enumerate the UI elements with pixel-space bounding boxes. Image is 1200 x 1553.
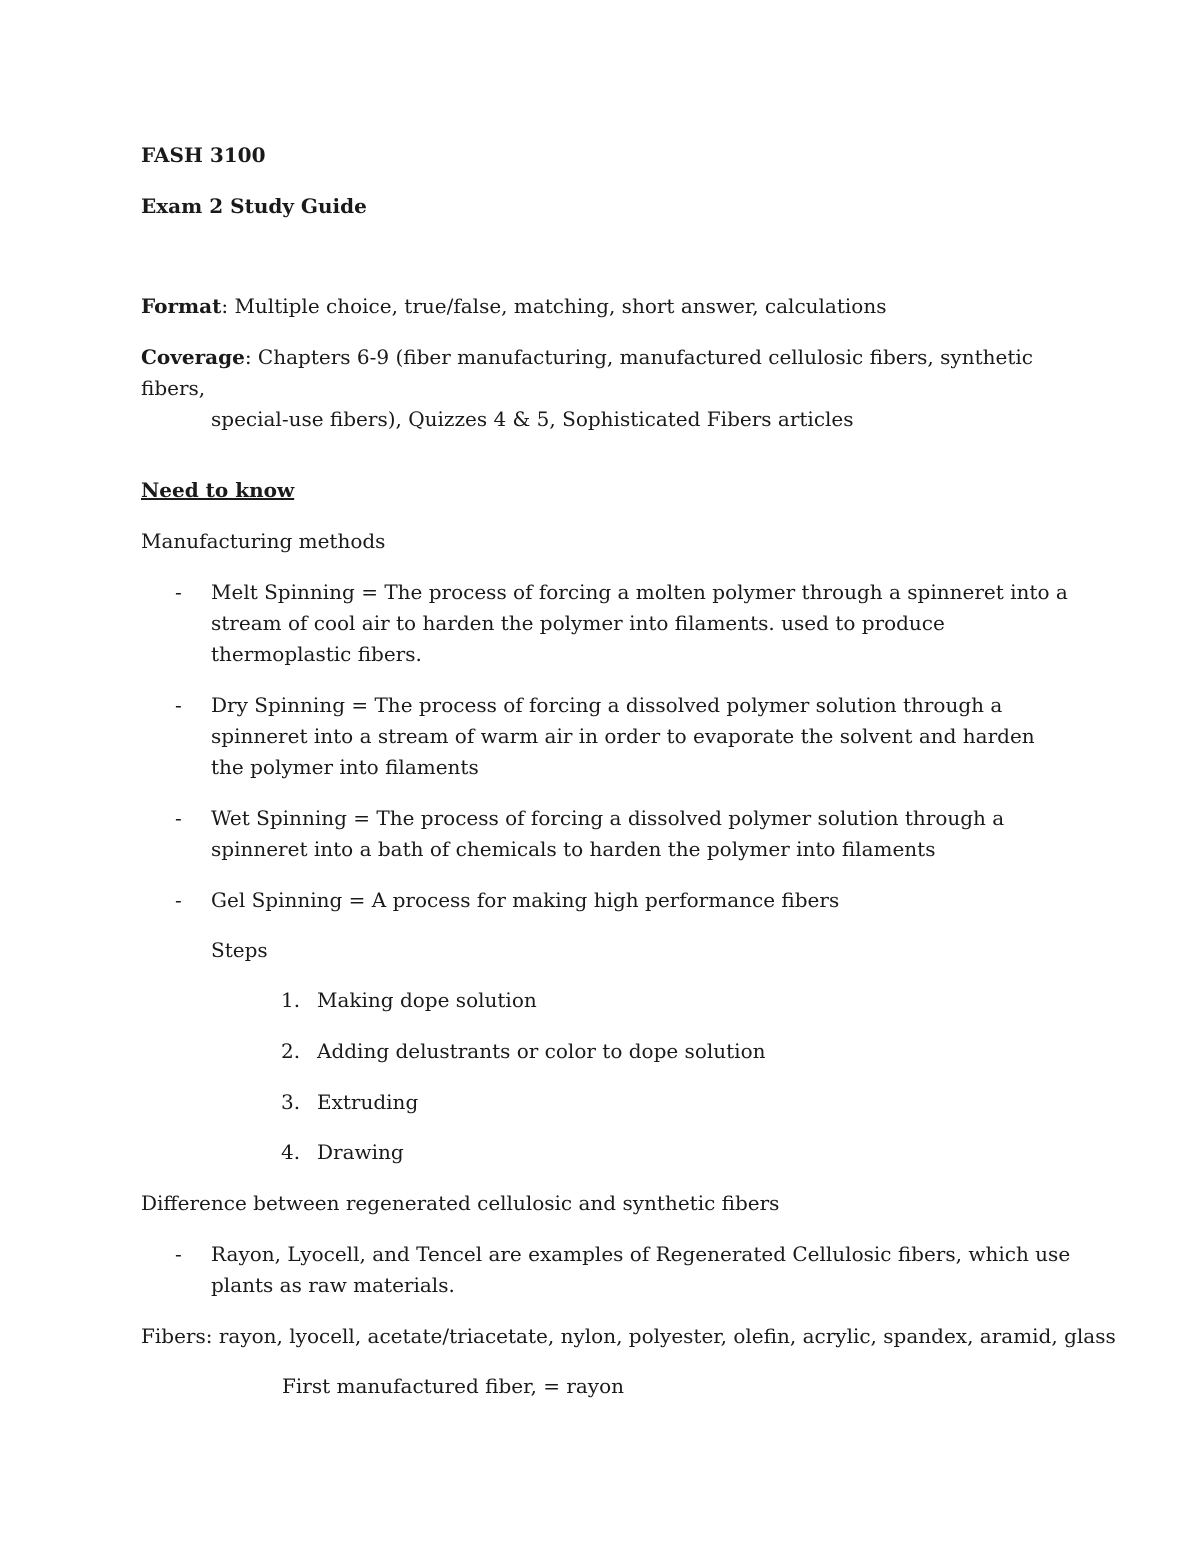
regenerated-cellulosic-item: Rayon, Lyocell, and Tencel are examples of Regenerated Cellulosic fibers, which use plants as raw materials.	[211, 1242, 1071, 1297]
step-number: 3.	[281, 1090, 301, 1114]
steps-label: Steps	[211, 938, 268, 962]
need-to-know-heading: Need to know	[141, 478, 295, 502]
manufacturing-methods-heading: Manufacturing methods	[141, 529, 386, 553]
step-text: Drawing	[317, 1140, 404, 1164]
format-text: : Multiple choice, true/false, matching, short answer, calculations	[221, 294, 887, 318]
coverage-text-1: : Chapters 6-9 (fiber manufacturing, manufactured cellulosic fibers, synthetic fibers,	[141, 345, 1033, 400]
coverage-label: Coverage	[141, 345, 245, 369]
first-manufactured-fiber: First manufactured fiber, = rayon	[282, 1374, 625, 1398]
format-label: Format	[141, 294, 222, 318]
gel-spinning-item: Gel Spinning = A process for making high performance fibers	[211, 888, 840, 912]
page-title: Exam 2 Study Guide	[141, 194, 367, 218]
fibers-list: Fibers: rayon, lyocell, acetate/triacetate, nylon, polyester, olefin, acrylic, spandex, aramid, glass	[141, 1324, 1116, 1348]
list-bullet: -	[175, 580, 182, 604]
coverage-text-2: special-use fibers), Quizzes 4 & 5, Sophisticated Fibers articles	[211, 407, 854, 431]
step-text: Making dope solution	[317, 988, 537, 1012]
melt-spinning-item: Melt Spinning = The process of forcing a molten polymer through a spinneret into a stream of cool air to harden the polymer into filaments. used to produce thermoplastic fibers.	[211, 580, 1068, 666]
list-bullet: -	[175, 806, 182, 830]
step-number: 2.	[281, 1039, 301, 1063]
step-text: Extruding	[317, 1090, 419, 1114]
list-bullet: -	[175, 888, 182, 912]
step-number: 1.	[281, 988, 301, 1012]
list-bullet: -	[175, 1242, 182, 1266]
step-text: Adding delustrants or color to dope solution	[317, 1039, 766, 1063]
step-number: 4.	[281, 1140, 301, 1164]
coverage-paragraph	[141, 342, 1061, 435]
list-bullet: -	[175, 693, 182, 717]
difference-heading: Difference between regenerated cellulosic and synthetic fibers	[141, 1191, 780, 1215]
format-line	[141, 291, 886, 322]
wet-spinning-item: Wet Spinning = The process of forcing a dissolved polymer solution through a spinneret into a bath of chemicals to harden the polymer into filaments	[211, 806, 1005, 861]
dry-spinning-item: Dry Spinning = The process of forcing a dissolved polymer solution through a spinneret into a stream of warm air in order to evaporate the solvent and harden the polymer into filaments	[211, 693, 1035, 779]
course-code: FASH 3100	[141, 143, 266, 167]
coverage-line-1	[141, 345, 1033, 400]
